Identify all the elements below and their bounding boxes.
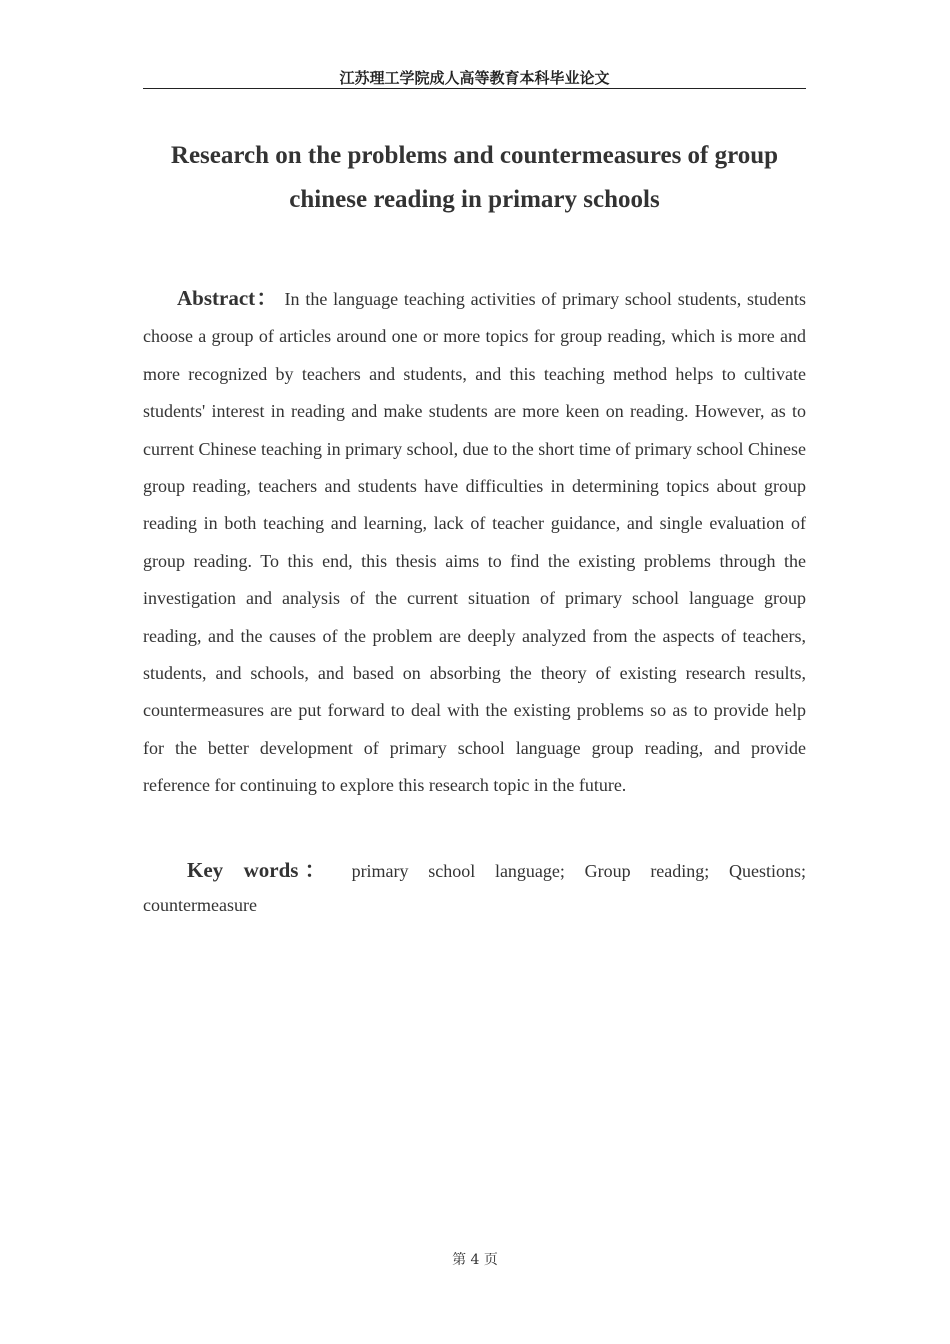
page-number: 第 4 页 xyxy=(452,1252,498,1268)
keywords-label: Key words： xyxy=(187,858,332,882)
paper-title-line-1: Research on the problems and countermeasures of group xyxy=(170,142,779,169)
page-header: 江苏理工学院成人高等教育本科毕业论文 xyxy=(143,68,806,89)
keywords-body: primary school language; Group reading; Questions; countermeasure xyxy=(143,861,806,915)
keywords-paragraph xyxy=(143,853,806,922)
paper-title xyxy=(143,134,806,222)
abstract-label: Abstract： xyxy=(177,286,279,310)
abstract-body: In the language teaching activities of primary school students, students choose a group of articles around one or more topics for group reading, which is more and more recognized by teachers and students, and this teaching method helps to cultivate students' interest in reading and make students are more keen on reading. However, as to current Chinese teaching in primary school, due to the short time of primary school Chinese group reading, teachers and students have difficulties in determining topics about group reading in both teaching and learning, lack of teacher guidance, and single evaluation of group reading. To this end, this thesis aims to find the existing problems through the investigation and analysis of the current situation of primary school language group reading, and the causes of the problem are deeply analyzed from the aspects of teachers, students, and schools, and based on absorbing the theory of existing research results, countermeasures are put forward to deal with the existing problems so as to provide help for the better development of primary school language group reading, and provide reference for continuing to explore this research topic in the future. xyxy=(143,289,807,796)
paper-title-line-2: chinese reading in primary schools xyxy=(289,186,660,213)
abstract-paragraph xyxy=(143,280,806,805)
